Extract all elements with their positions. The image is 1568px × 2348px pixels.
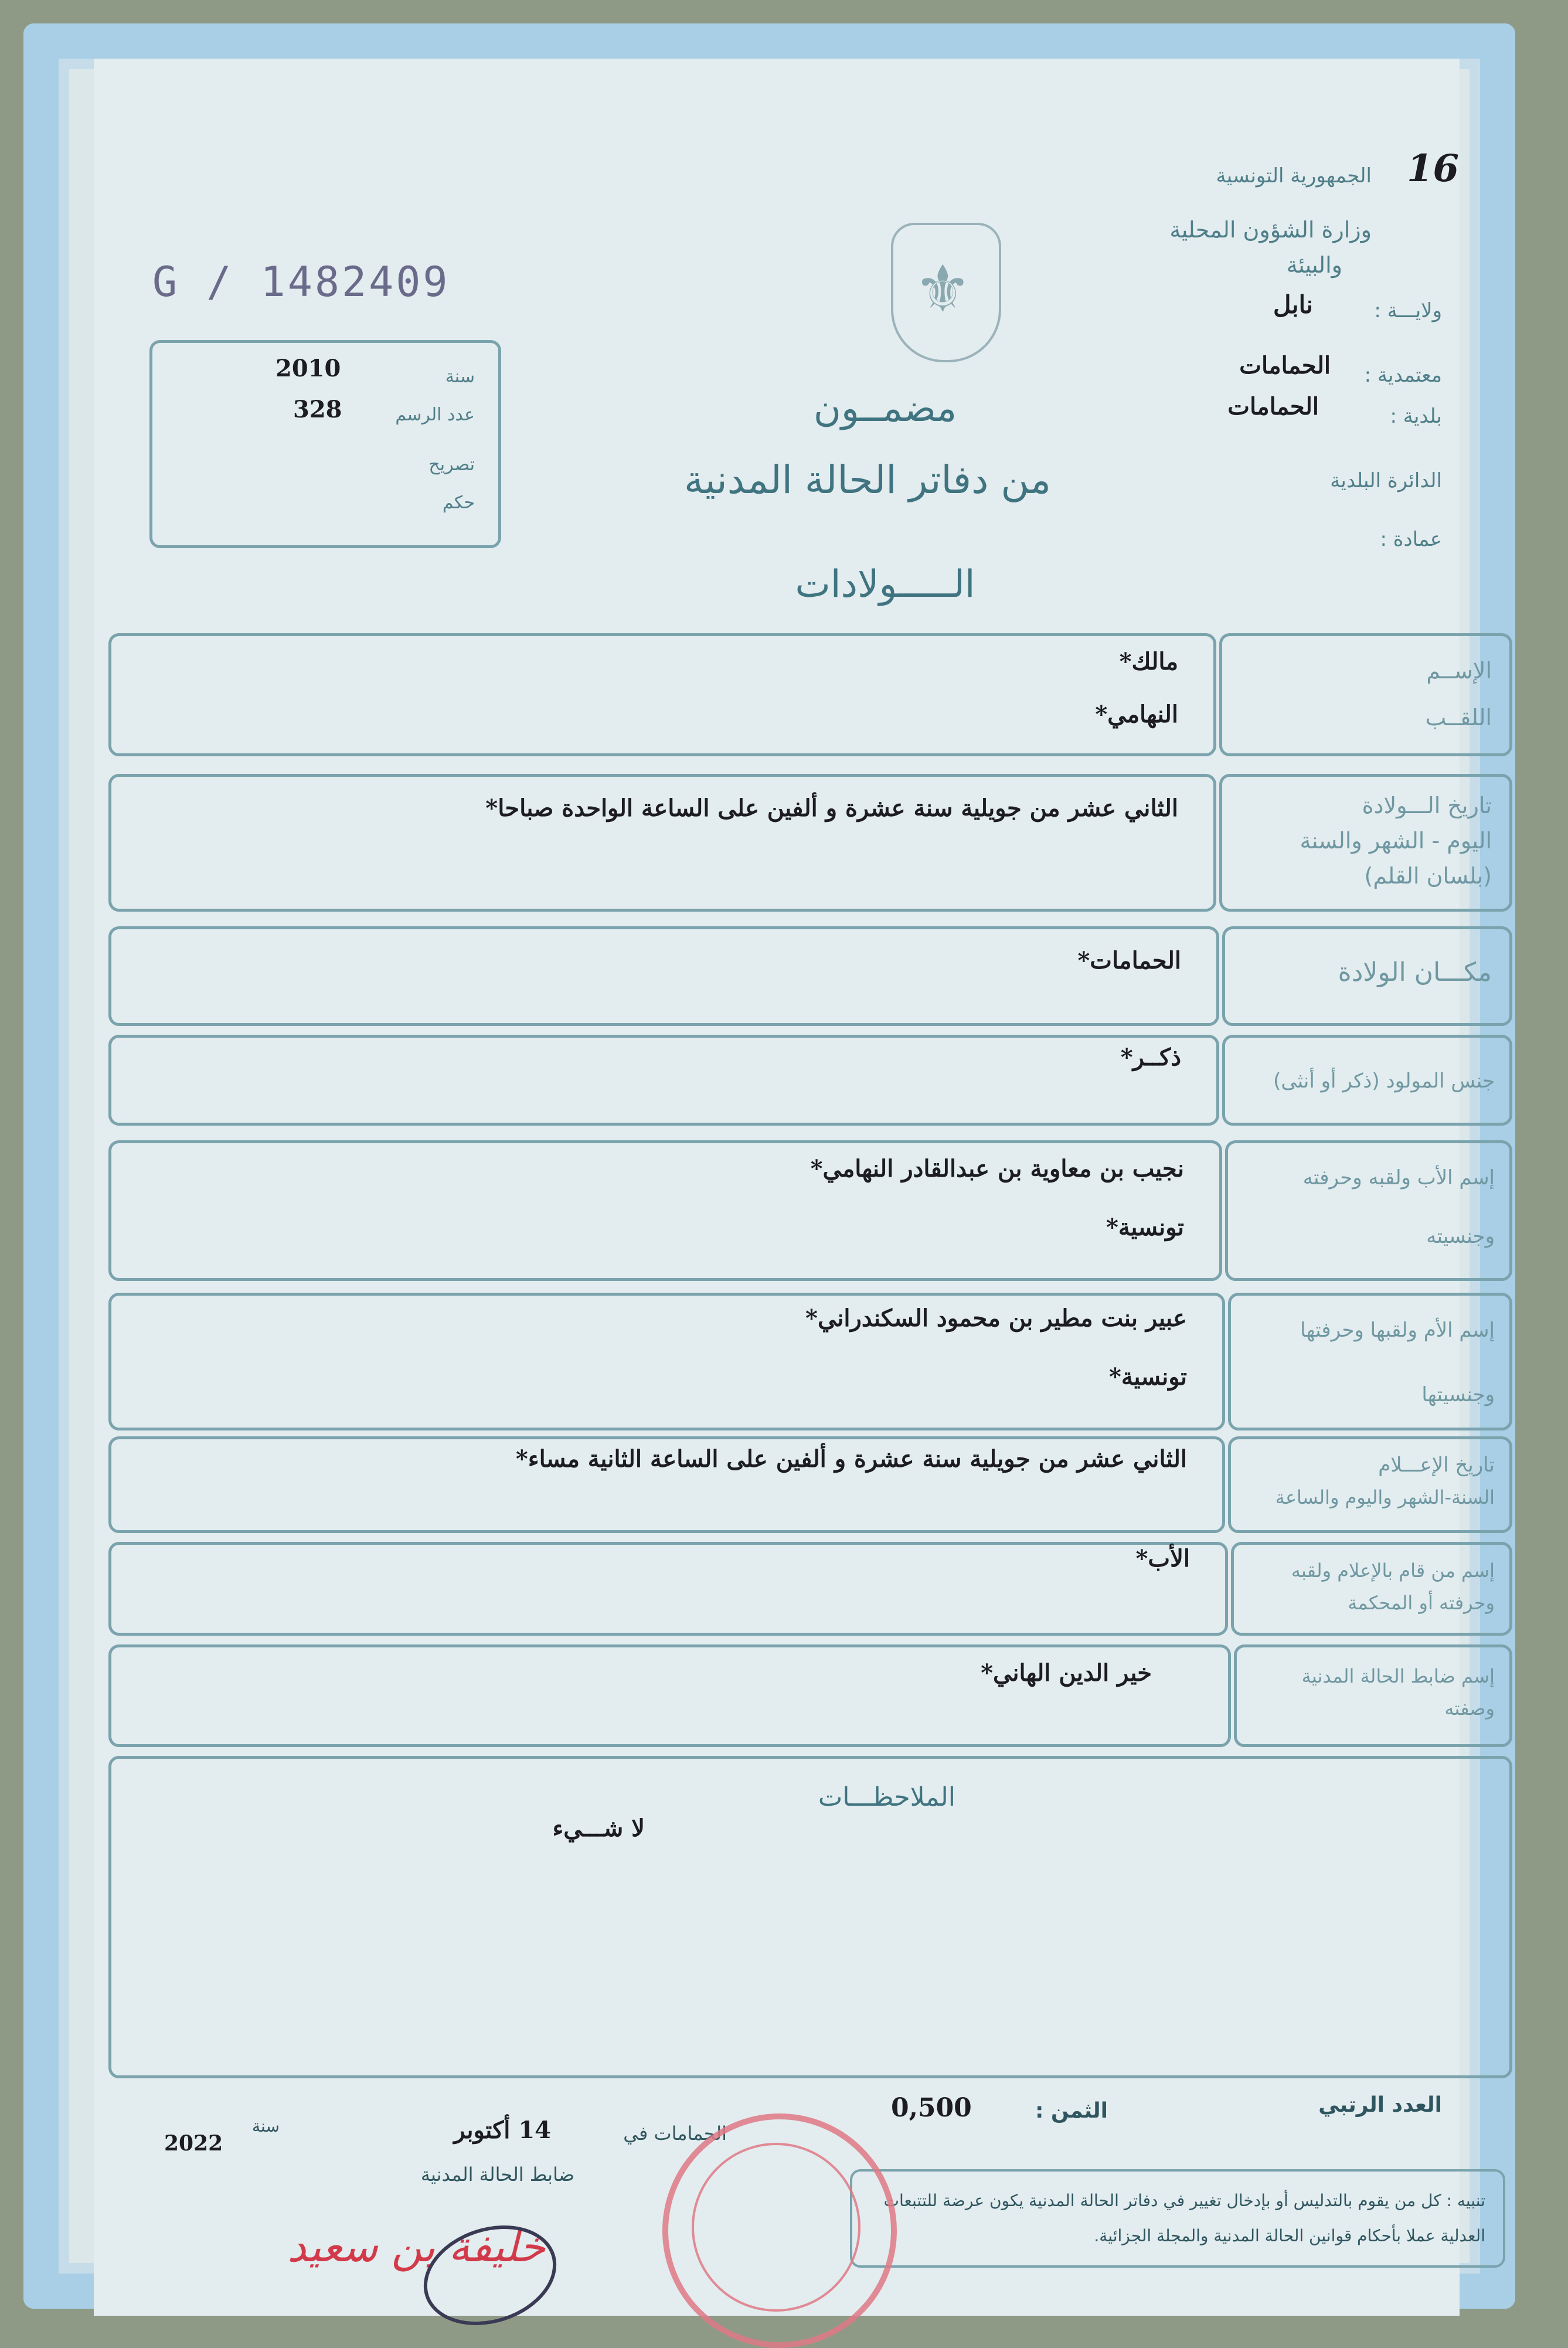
label-declarant-2: وحرفته أو المحكمة: [1348, 1592, 1495, 1614]
page-number: 16: [1407, 147, 1460, 191]
wilaya-label: ولايـــة :: [1374, 299, 1442, 322]
value-mother-nationality: تونسية*: [1108, 1363, 1187, 1391]
label-birth-date-3: (بلسان القلم): [1364, 863, 1492, 889]
value-box-birth-date: [108, 774, 1216, 912]
label-box-sex: [1222, 1035, 1512, 1126]
label-box-birth-place: [1222, 926, 1512, 1026]
label-sex: جنس المولود (ذكر أو أنثى): [1273, 1069, 1495, 1093]
officer-signature-label: ضابط الحالة المدنية: [420, 2163, 574, 2186]
district-label: الدائرة البلدية: [1330, 469, 1442, 492]
price-value: 0,500: [891, 2093, 972, 2123]
ref-judgment-label: حكم: [442, 492, 475, 513]
value-surname: النهامي*: [1095, 701, 1178, 728]
value-box-officer: [108, 1644, 1231, 1747]
value-box-sex: [108, 1035, 1219, 1126]
value-box-declaration-date: [108, 1436, 1225, 1533]
title-registers: من دفاتر الحالة المدنية: [684, 457, 1051, 502]
label-birth-date-2: اليوم - الشهر والسنة: [1300, 828, 1492, 854]
value-box-mother: [108, 1293, 1225, 1430]
label-box-mother: [1228, 1293, 1512, 1430]
serial-number: G / 1482409: [152, 258, 450, 306]
value-box-birth-place: [108, 926, 1219, 1026]
label-mother-2: وجنسيتها: [1421, 1383, 1495, 1406]
remarks-box: [108, 1756, 1512, 2078]
title-births: الـــــولادات: [795, 563, 975, 606]
label-declarant: إسم من قام بالإعلام ولقبه: [1291, 1559, 1495, 1582]
warning-note-box: [850, 2169, 1505, 2268]
municipality-value: الحمامات: [1227, 393, 1319, 420]
label-box-officer: [1234, 1644, 1512, 1747]
label-box-name: [1219, 633, 1512, 756]
label-box-birth-date: [1219, 774, 1512, 912]
remarks-label: الملاحظـــات: [818, 1782, 955, 1812]
label-officer: إسم ضابط الحالة المدنية: [1301, 1665, 1495, 1687]
value-declarant: الأب*: [1135, 1545, 1190, 1572]
issue-year-label: سنة: [252, 2116, 280, 2136]
document-inner: [94, 59, 1495, 2316]
delegation-value: الحمامات: [1239, 352, 1331, 379]
value-officer: خير الدين الهاني*: [981, 1659, 1152, 1687]
sequence-number-label: العدد الرتبي: [1318, 2093, 1442, 2117]
municipality-label: بلدية :: [1390, 405, 1442, 428]
official-stamp: [662, 2113, 897, 2348]
remarks-value: لا شـــيء: [552, 1814, 645, 1842]
ref-record-value: 328: [293, 396, 342, 423]
issue-year-value: 2022: [164, 2131, 223, 2156]
value-box-father: [108, 1140, 1222, 1281]
label-box-declaration-date: [1228, 1436, 1512, 1533]
ministry-label-2: والبيئة: [1286, 252, 1342, 278]
label-birth-date: تاريخ الـــولادة: [1362, 793, 1492, 818]
label-box-declarant: [1231, 1542, 1512, 1636]
value-declaration-date: الثاني عشر من جويلية سنة عشرة و ألفين على الساعة الثانية مساء*: [515, 1445, 1187, 1473]
label-mother: إسم الأم ولقبها وحرفتها: [1300, 1319, 1495, 1342]
price-label: الثمن :: [1035, 2099, 1108, 2123]
wilaya-value: نابل: [1273, 290, 1313, 319]
date-place-label: الحمامات في: [623, 2122, 727, 2145]
label-surname: اللقــب: [1425, 705, 1492, 730]
value-box-declarant: [108, 1542, 1228, 1636]
republic-label: الجمهورية التونسية: [1216, 164, 1372, 188]
title-extract: مضمــون: [813, 387, 957, 430]
value-birth-place: الحمامات*: [1077, 947, 1181, 974]
label-father-2: وجنسيته: [1426, 1225, 1495, 1248]
value-father-nationality: تونسية*: [1106, 1214, 1184, 1241]
ref-year-label: سنة: [445, 366, 475, 387]
label-box-father: [1225, 1140, 1512, 1281]
stamp-inner-ring: [692, 2143, 860, 2312]
handwritten-signature: خليفة بن سعيد: [287, 2222, 546, 2271]
ref-declaration-label: تصريح: [428, 454, 475, 475]
label-declaration-date: تاريخ الإعـــلام: [1378, 1453, 1495, 1477]
label-declaration-date-2: السنة-الشهر واليوم والساعة: [1275, 1486, 1495, 1508]
value-father: نجيب بن معاوية بن عبدالقادر النهامي*: [810, 1155, 1184, 1183]
value-sex: ذكــر*: [1120, 1044, 1181, 1071]
reference-box: [149, 340, 501, 548]
label-officer-2: وصفته: [1444, 1697, 1495, 1720]
imada-label: عمادة :: [1380, 528, 1442, 551]
value-box-name: [108, 633, 1216, 756]
coat-of-arms-emblem: [891, 223, 1001, 362]
issue-date-value: 14 أكتوبر: [454, 2116, 551, 2144]
ref-year-value: 2010: [275, 355, 341, 382]
warning-note-text: تنبيه : كل من يقوم بالتدليس أو بإدخال تغيير في دفاتر الحالة المدنية يكون عرضة للتتبعات العدلية عملا بأحكام قوانين الحالة المدنية والمجلة الجزائية.: [883, 2191, 1485, 2245]
delegation-label: معتمدية :: [1364, 363, 1442, 387]
label-father: إسم الأب ولقبه وحرفته: [1302, 1166, 1495, 1190]
label-birth-place: مكـــان الولادة: [1338, 957, 1492, 987]
ministry-label: وزارة الشؤون المحلية: [1169, 217, 1372, 243]
value-mother: عبير بنت مطير بن محمود السكندراني*: [805, 1304, 1187, 1332]
label-first-name: الإســم: [1426, 658, 1492, 684]
document-sheet: [23, 23, 1515, 2309]
ref-record-label: عدد الرسم: [395, 405, 475, 425]
value-first-name: مالك*: [1119, 648, 1178, 675]
value-birth-date: الثاني عشر من جويلية سنة عشرة و ألفين على الساعة الواحدة صباحا*: [485, 794, 1178, 822]
coat-of-arms-icon: ⚜: [914, 252, 972, 327]
